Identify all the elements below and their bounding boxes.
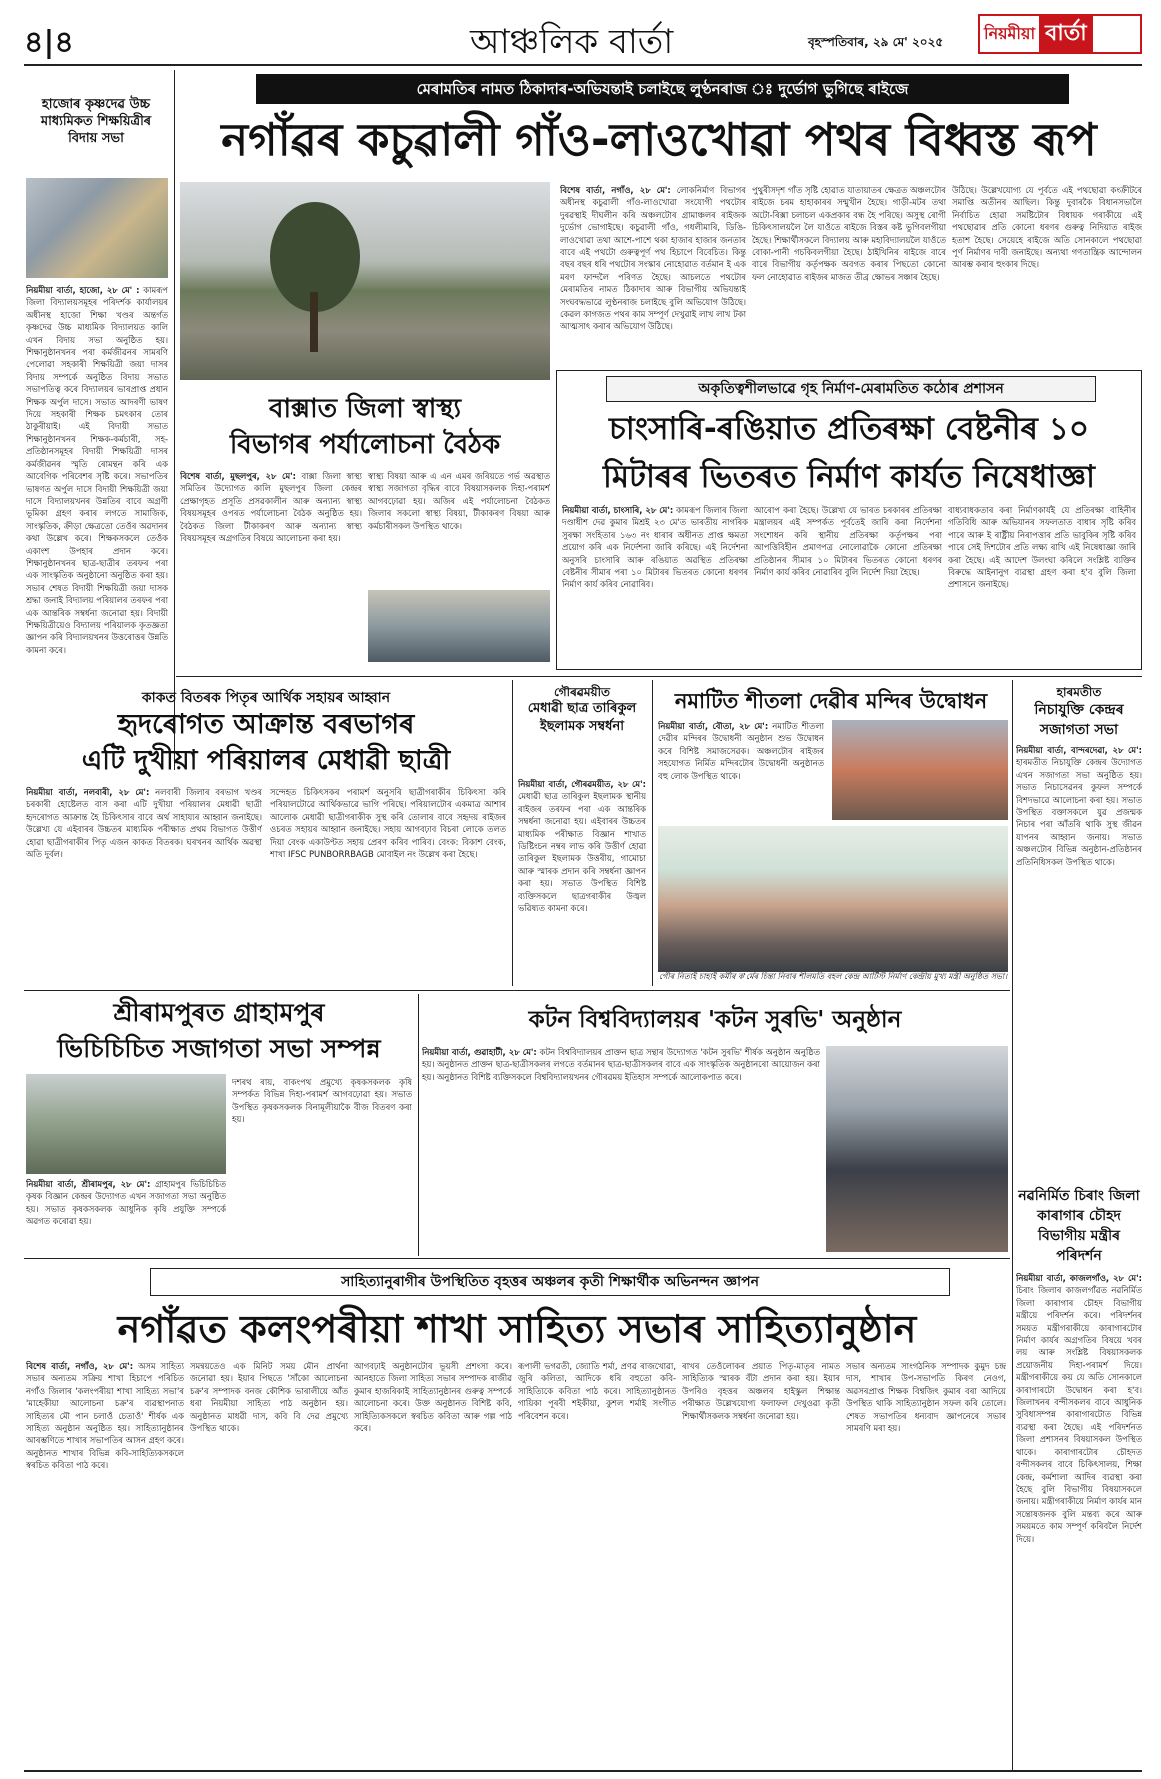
story2-dateline: নিয়মীয়া বাৰ্তা, চাংসাৰি, ২৮ মে': xyxy=(562,505,674,515)
masthead-logo-part1: নিয়মীয়া xyxy=(984,23,1036,43)
story11-col3: আগবঢ়াই অনুষ্ঠানটোৰ ভূয়সী প্ৰশংসা কৰে। আনহাতে জিলা সাহিত্য সভাৰ সম্পাদক ৰাজীৱ কুমাৰ হাজৰিকাই সাহিত্যানুষ্ঠানৰ গুৰুত্ব সম্পৰ্কে আলোচনা কৰে। উক্ত অনুষ্ঠানত বিশিষ্ট কবি, সাহিত্যিকসকলে স্বৰচিত কবিতা আৰু গল্প পাঠ কৰে। xyxy=(354,1361,512,1434)
story3-text-1: বাক্সা জিলা স্বাস্থ্য সমিতিৰ উদ্যোগত কালি মুছলপুৰ জিলা কেন্দ্ৰৰ প্ৰেক্ষাগৃহত প্ৰসূতি প্ৰসৱকালীন আৰু অন্যান্য স্বাস্থ্য বিষয়সমূহৰ ওপৰত পৰ্যালোচনা বৈঠক অনুষ্ঠিত হয়। বৈঠকত জিলা টীকাকৰণ আৰু অন্যান্য স্বাস্থ্য বিষয়সমূহৰ অগ্ৰগতিৰ বিষয়ে আলোচনা কৰা হয়। xyxy=(180,471,362,544)
story6-headline: নমাটিত শীতলা দেৱীৰ মন্দিৰ উদ্বোধন xyxy=(674,689,988,713)
mid-rule-2 xyxy=(24,990,1010,991)
story7-kicker: হাৰমতীত xyxy=(1056,685,1102,699)
story9-headline: কটন বিশ্ববিদ্যালয়ৰ 'কটন সুৰভি' অনুষ্ঠান xyxy=(528,1007,902,1033)
story9-text: কটন বিশ্ববিদ্যালয়ৰ প্ৰাক্তন ছাত্ৰ সন্থাৰ উদ্যোগত 'কটন সুৰভি' শীৰ্ষক অনুষ্ঠান অনুষ্ঠিত হয়। অনুষ্ঠানত প্ৰাক্তন ছাত্ৰ-ছাত্ৰীসকলৰ লগতে বৰ্তমানৰ ছাত্ৰ-ছাত্ৰীসকলৰ বাবে এক সাংস্কৃতিক অনুষ্ঠানৰো আয়োজন কৰা হয়। অনুষ্ঠানত বিশিষ্ট ব্যক্তিসকলে বিশ্ববিদ্যালয়খনৰ গৌৰৱময় ইতিহাস সম্পৰ্কে আলোকপাত কৰে। xyxy=(422,1047,820,1082)
story4-headline-2: এটি দুখীয়া পৰিয়ালৰ মেধাৱী ছাত্ৰী xyxy=(81,745,451,776)
left-story-headline: হাজোৰ কৃষ্ণদেৱ উচ্চ মাধ্যমিকত শিক্ষয়িত্ৰীৰ বিদায় সভা xyxy=(40,97,152,146)
story5-kicker: গৌৰৱময়ীত xyxy=(553,685,611,699)
story2-text-1: কামৰূপ জিলাৰ জিলা দণ্ডাধীশ দেৱ কুমাৰ মিশ্ৰই ২৩ মে'ত ভাৰতীয় নাগৰিক সুৰক্ষা সংহিতাৰ ১৬৩ নং ধাৰাৰ অধীনত প্ৰাপ্ত ক্ষমতা প্ৰয়োগ কৰি এক নিৰ্দেশনা জাৰি কৰিছে। এই নিৰ্দেশনা অনুসৰি চাংসাৰি আৰু ৰঙিয়াত অৱস্থিত প্ৰতিৰক্ষা বেষ্টনীৰ সীমাৰ পৰা ১০ মিটাৰৰ ভিতৰত কোনো ধৰণৰ নিৰ্মাণ কাৰ্য কৰিব নোৱাৰিব। xyxy=(562,505,748,590)
story3-col2: স্বাস্থ্য বিষয়া আৰু এ এন এমৰ জৰিয়তে গৰ্ভ অৱস্থাত স্বাস্থ্য সজাগতা বৃদ্ধিৰ বাবে বিষয়াসকলক দিহা-পৰামৰ্শ আগবঢ়োৱা হয়। অজিৰ এই পৰ্যালোচনা বৈঠকত জিলাৰ সকলো স্বাস্থ্য বিষয়া, টীকাকৰণ বিষয়া আৰু কৰ্মচাৰীসকল উপস্থিত থাকে। xyxy=(368,471,550,531)
mid-rule-1 xyxy=(176,676,1142,677)
road-photo xyxy=(180,182,550,380)
story11-col5: ৰাখৰ তেওঁলোকৰ প্ৰয়াত পিতৃ-মাতৃৰ নামত সাহিত্যিক স্মাৰক বঁটা প্ৰদান কৰা হয়। ইয়াৰ উপৰিও বৃহত্তৰ অঞ্চলৰ হাইস্কুল শিক্ষান্ত পৰীক্ষাত উল্লেখযোগ্য ফলাফল দেখুওৱা কৃতী শিক্ষাৰ্থীসকলক সম্বৰ্ধনা জনোৱা হয়। xyxy=(682,1361,840,1421)
story5-text: মেধাৱী ছাত্ৰ তাৰিকুল ইছলামক স্থানীয় ৰাইজৰ তৰফৰ পৰা এক আন্তৰিক সম্বৰ্ধনা জনোৱা হয়। এইবাৰৰ উচ্চতৰ মাধ্যমিক পৰীক্ষাত বিজ্ঞান শাখাত ডিষ্টিংচন নম্বৰ লাভ কৰি উত্তীৰ্ণ হোৱা তাৰিকুল ইছলামক উত্তৰীয়, গামোচা আৰু স্মাৰক প্ৰদান কৰি সম্বৰ্ধনা জ্ঞাপন কৰা হয়। সভাত উপস্থিত বিশিষ্ট ব্যক্তিসকলে ছাত্ৰগৰাকীৰ উজ্বল ভৱিষ্যত কামনা কৰে। xyxy=(518,791,646,914)
story4-text-1: নলবাৰী জিলাৰ বৰভাগ খণ্ডৰ চৰকাৰী হোষ্টেলত বাস কৰা এটি দুখীয়া পৰিয়ালৰ মেধাৱী ছাত্ৰী হৃদৰোগত আক্ৰান্ত হৈ চিকিৎসাৰ বাবে অৰ্থ সাহায্যৰ আহ্বান জনাইছে। উল্লেখ্য যে এইবাৰৰ উচ্চতৰ মাধ্যমিক পৰীক্ষাত প্ৰথম বিভাগত উত্তীৰ্ণ হোৱা ছাত্ৰীগৰাকীৰ পিতৃ এজন কাকত বিতৰক। ঘৰখনৰ আৰ্থিক অৱস্থা অতি দুৰ্বল। xyxy=(26,787,262,860)
story10-body xyxy=(1016,1272,1142,1766)
story6-text: নমাটিত শীতলা দেৱীৰ মন্দিৰৰ উদ্বোধনী অনুষ্ঠান শুভ উদ্বোধন কৰে বিশিষ্ট সমাজসেৱক। অঞ্চলটোৰ ৰাইজৰ সহযোগত নিৰ্মিত মন্দিৰটোৰ উদ্বোধনী অনুষ্ঠানত বহু লোক উপস্থিত থাকে। xyxy=(658,721,824,781)
story4-dateline: নিয়মীয়া বাৰ্তা, নলবাৰী, ২৮ মে': xyxy=(26,787,150,797)
story5-body xyxy=(518,778,646,982)
story8-text-1: গ্ৰাহামপুৰ ভিচিচিচিত কৃষক বিজ্ঞান কেন্দ্ৰৰ উদ্যোগত এখন সজাগতা সভা অনুষ্ঠিত হয়। সভাত কৃষকসকলক আধুনিক কৃষি প্ৰযুক্তি সম্পৰ্কে অৱগত কৰোৱা হয়। xyxy=(26,1179,226,1227)
story1-col3: উঠিছে। উল্লেখযোগ্য যে পূৰ্বতে এই পথছোৱা কংক্ৰীটৰে সমাপ্তি অতীনৰ আছিল। কিন্তু দুবাৰকৈ বিধানসভালৈ নিৰ্বাচিত হোৱা সমষ্টিটোৰ বিধায়ক গৰাকীয়ে এই পথছোৱাৰ প্ৰতি কোনো ধৰণৰ গুৰুত্ব নিদিয়াত ৰাইজ হতাশ হৈছে। সেয়েহে ৰাইজে অতি সোনকালে পথছোৱা পূৰ্ণ নিৰ্মাণৰ দাবী জনাইছে। অন্যথা গণতান্ত্ৰিক আন্দোলন আৰম্ভ কৰাৰ হুংকাৰ দিছে। xyxy=(952,185,1142,270)
story6-photo-main xyxy=(658,826,1008,972)
story4-headline-1: হৃদৰোগত আক্ৰান্ত বৰভাগৰ xyxy=(117,709,415,740)
story11-dateline: বিশেষ বাৰ্তা, নগাঁও, ২৮ মে': xyxy=(26,1361,134,1371)
story8-headline-1: শ্ৰীৰামপুৰত গ্ৰাহামপুৰ xyxy=(113,998,325,1027)
story9-dateline: নিয়মীয়া বাৰ্তা, গুৱাহাটী, ২৮ মে': xyxy=(422,1047,537,1057)
story9-body xyxy=(422,1046,820,1252)
story11-text-1: অসম সাহিত্য সভাৰ অন্যতম সক্ৰিয় শাখা হিচাপে পৰিচিত নগাঁও জিলাৰ 'কলংপৰীয়া শাখা সাহিত্য সভা'ৰ 'মাহেকীয়া আলোচনা চক্ৰ'ৰ ব্যৱস্থাপনাত সাহিত্যৰ মৌ পান চলাওঁ চেতাওঁ' শীৰ্ষক এক সাহিত্য অনুষ্ঠান অনুষ্ঠিত হয়। সাহিত্যানুষ্ঠানৰ আৰম্ভণিতে শাখাৰ সভাপতিৰ আসন গ্ৰহণ কৰে। অনুষ্ঠানত শাখাৰ বিভিন্ন কবি-সাহিত্যিকসকলে স্বৰচিত কবিতা পাঠ কৰে। xyxy=(26,1361,184,1471)
page-number: ৪|৪ xyxy=(24,25,74,60)
story7-body xyxy=(1016,744,1142,1180)
left-column-divider xyxy=(174,70,175,770)
story10-headline: নৱনিৰ্মিত চিৰাং জিলা কাৰাগাৰ চৌহদ বিভাগীয় মন্ত্ৰীৰ পৰিদৰ্শন xyxy=(1018,1188,1140,1264)
story1-col2: পুথুৰীসদৃশ গাঁত সৃষ্টি হোৱাত যাতায়াতৰ ক্ষেত্ৰত অঞ্চলটোৰ ৰাইজে চৰম হাহাকাৰৰ সন্মুখীন হৈছে। গাড়ী-মটৰ তথা অটো-ৰিক্সা চলাচল একপ্ৰকাৰ বন্ধ হৈ পৰিছে। অসুস্থ ৰোগী চিকিৎসালয়লৈ লৈ যাওঁতে ৰাইজে বিস্তৰ কষ্ট ভুগিবলগীয়া হৈছে। শিক্ষাৰ্থীসকলে বিদ্যালয় আৰু মহাবিদ্যালয়লৈ যাওঁতে বোকা-পানী গচকিবলগীয়া হৈছে। ঠাইখিনিৰ ৰাইজে বাৰে বাৰে বিভাগীয় কৰ্তৃপক্ষক অবগত কৰাৰ পিছতো কোনো ফল নোহোৱাত ৰাইজৰ মাজত তীব্ৰ ক্ষোভৰ সঞ্চাৰ হৈছে। xyxy=(752,185,946,282)
story1-col1 xyxy=(560,184,746,366)
story9-photo xyxy=(826,1046,1008,1252)
col-divider-c xyxy=(1012,680,1013,1770)
story3-headline-1: বাক্সাত জিলা স্বাস্থ্য xyxy=(269,394,461,424)
story4-col1 xyxy=(26,786,262,972)
col-divider-d xyxy=(418,994,419,1256)
story2-headline-2: মিটাৰৰ ভিতৰত নিৰ্মাণ কাৰ্যত নিষেধাজ্ঞা xyxy=(602,459,1096,495)
story6-photo-top xyxy=(832,720,1008,820)
header-rule xyxy=(24,64,1142,66)
issue-date: বৃহস্পতিবাৰ, ২৯ মে' ২০২৫ xyxy=(808,35,944,49)
story2-banner: অকৃতিত্বশীলভাৱে গৃহ নিৰ্মাণ-মেৰামতিত কঠোৰ প্ৰশাসন xyxy=(606,376,1096,402)
story11-col6: সভাৰ অন্যতম সাংগঠনিক সম্পাদক কুমুদ চন্দ্ৰ দাস, শাখাৰ উপ-সভাপতি কিৰণ নেওগ, অৱসৰপ্ৰাপ্ত শিক্ষক বিশ্বজিৎ কুমাৰ বৰা আদিয়ে উপস্থিত থাকি সাহিত্যানুষ্ঠান সফল কৰি তোলে। শেষত সভাপতিৰ ধন্যবাদ জ্ঞাপনেৰে সভাৰ সামৰণি মৰা হয়। xyxy=(846,1361,1006,1434)
story3-dateline: বিশেষ বাৰ্তা, মুছলপুৰ, ২৮ মে': xyxy=(180,471,297,481)
story10-dateline: নিয়মীয়া বাৰ্তা, কাজলগাঁও, ২৮ মে': xyxy=(1016,1273,1142,1283)
story8-headline-2: ভিচিচিচিত সজাগতা সভা সম্পন্ন xyxy=(57,1034,381,1063)
story8-col1 xyxy=(26,1178,226,1252)
story6-body xyxy=(658,720,824,820)
story8-dateline: নিয়মীয়া বাৰ্তা, শ্ৰীৰামপুৰ, ২৮ মে': xyxy=(26,1179,151,1189)
story2-col3: বাধ্যবাধকতাৰ কৰা নিৰ্মাণকাৰ্যই যে প্ৰতিৰক্ষা বাহিনীৰ গতিবিধি আৰু অভিযানৰ সফলতাত বাধাৰ সৃষ্টি কৰিব পাৰে আৰু ই ৰাষ্ট্ৰীয় নিৰাপত্তাৰ প্ৰতি ভাবুকিৰ সৃষ্টি কৰিব পাৰে সেই দিশটোৰ প্ৰতি লক্ষ্য ৰাখি এই নিষেধাজ্ঞা জাৰি কৰা হৈছে। এই আদেশ উলংঘা কৰিলে সংশ্লিষ্ট ব্যক্তিৰ বিৰুদ্ধে আইনানুগ ব্যৱস্থা গ্ৰহণ কৰা হ'ব বুলি জিলা প্ৰশাসনে জনাইছে। xyxy=(948,505,1136,590)
story5-headline: মেধাৱী ছাত্ৰ তাৰিকুল ইছলামক সম্বৰ্ধনা xyxy=(527,701,637,734)
bottom-banner: সাহিত্যানুৰাগীৰ উপস্থিতিত বৃহত্তৰ অঞ্চলৰ কৃতী শিক্ষাৰ্থীক অভিনন্দন জ্ঞাপন xyxy=(150,1268,950,1296)
section-title: আঞ্চলিক বাৰ্তা xyxy=(470,22,674,62)
story11-col4: ৰূপালী ভগৱতী, জ্যোতি শৰ্মা, প্ৰণৱ ৰাজখোৱা, জুৰি কলিতা, আদিকে ধৰি বহুতো কবি-সাহিত্যিকে কবিতা পাঠ কৰে। সাহিত্যানুষ্ঠানত গায়িকা পূৰবী শইকীয়া, কুশল শৰ্মাই সংগীত পৰিবেশন কৰে। xyxy=(518,1361,676,1421)
main-headline: নগাঁৱৰ কচুৱালী গাঁও-লাওখোৱা পথৰ বিধ্বস্ত ৰূপ xyxy=(221,113,1097,166)
story6-dateline: নিয়মীয়া বাৰ্তা, বৌতা, ২৮ মে': xyxy=(658,721,769,731)
story8-photo xyxy=(26,1074,226,1174)
story1-dateline: বিশেষ বাৰ্তা, নগাঁও, ২৮ মে': xyxy=(560,185,671,195)
story3-headline-2: বিভাগৰ পৰ্যালোচনা বৈঠক xyxy=(229,430,501,460)
col-divider-b xyxy=(652,680,653,986)
col-divider-a xyxy=(512,680,513,986)
story3-col1 xyxy=(180,470,362,662)
story2-col2: আৰোপ কৰা হৈছে। উল্লেখ্য যে ভাৰত চৰকাৰৰ প্ৰতিৰক্ষা মন্ত্ৰালয়ৰ এই সম্পৰ্কত পূৰ্বতেই জাৰি কৰা নিৰ্দেশনা সংশোধন কৰি স্থানীয় প্ৰতিৰক্ষা কৰ্তৃপক্ষৰ পৰা আপত্তিবিহীন প্ৰমাণপত্ৰ নোলোৱাকৈ কোনো প্ৰতিৰক্ষা প্ৰতিষ্ঠানৰ সীমাৰ ১০ মিটাৰৰ ভিতৰত কোনো ধৰণৰ নিৰ্মাণ কাৰ্য কৰিব নোৱাৰিব বুলি নিৰ্দেশ দিয়া হৈছে। xyxy=(754,505,942,578)
story2-col1 xyxy=(562,504,748,664)
left-story-photo xyxy=(26,178,168,278)
story10-text: চিৰাং জিলাৰ কাজলগাঁৱত নৱনিৰ্মিত জিলা কাৰাগাৰ চৌহদ বিভাগীয় মন্ত্ৰীয়ে পৰিদৰ্শন কৰে। পৰিদৰ্শনৰ সময়ত মন্ত্ৰীগৰাকীয়ে কাৰাগাৰটোৰ নিৰ্মাণ কাৰ্যৰ অগ্ৰগতিৰ বিষয়ে খবৰ লয় আৰু সংশ্লিষ্ট বিষয়াসকলক প্ৰয়োজনীয় দিহা-পৰামৰ্শ দিয়ে। মন্ত্ৰীগৰাকীয়ে কয় যে অতি সোনকালে কাৰাগাৰটো উদ্বোধন কৰা হ'ব। জিলাখনৰ বন্দীসকলৰ বাবে আধুনিক সুবিধাসম্পন্ন কাৰাগাৰটোত বিভিন্ন ব্যৱস্থা কৰা হৈছে। এই পৰিদৰ্শনত জিলা প্ৰশাসনৰ বিষয়াসকল উপস্থিত থাকে। কাৰাগাৰটোৰ চৌহদত বন্দীসকলৰ বাবে চিকিৎসালয়, শিক্ষা কেন্দ্ৰ, কৰ্মশালা আদিৰ ব্যৱস্থা কৰা হৈছে বুলি বিভাগীয় বিষয়াসকলে জনায়। মন্ত্ৰীগৰাকীয়ে নিৰ্মাণ কাৰ্যৰ মান সন্তোষজনক বুলি মন্তব্য কৰে আৰু সময়মতে কাম সম্পূৰ্ণ কৰিবলৈ নিৰ্দেশ দিয়ে। xyxy=(1016,1285,1142,1544)
story8-col2: দশৰথ ৰায়, বাকংপথ প্ৰমুখ্যে কৃষকসকলক কৃষি সম্পৰ্কত বিভিন্ন দিহা-পৰামৰ্শ আগবঢ়োৱা হয়। সভাত উপস্থিত কৃষকসকলক বিনামূলীয়াকৈ বীজ বিতৰণ কৰা হয়। xyxy=(232,1077,412,1125)
story4-kicker: কাকত বিতৰক পিতৃৰ আৰ্থিক সহায়ৰ আহ্বান xyxy=(141,690,391,706)
top-banner: মেৰামতিৰ নামত ঠিকাদাৰ-অভিযন্তাই চলাইছে লুণ্ঠনৰাজ ঃ দুৰ্ভোগ ভুগিছে ৰাইজে xyxy=(256,74,1069,104)
story7-text: হাৰমতীত নিচাযুক্তি কেন্দ্ৰৰ উদ্যোগত এখন সজাগতা সভা অনুষ্ঠিত হয়। সভাত নিচাসেৱনৰ কুফল সম্পৰ্কে বিশদভাৱে আলোচনা কৰা হয়। সভাত উপস্থিত বক্তাসকলে যুৱ প্ৰজন্মক নিচাৰ পৰা আঁতৰি থাকি সুস্থ জীৱন যাপনৰ আহ্বান জনায়। সভাত অঞ্চলটোৰ বিভিন্ন অনুষ্ঠান-প্ৰতিষ্ঠানৰ প্ৰতিনিধিসকল উপস্থিত থাকে। xyxy=(1016,757,1142,867)
masthead-logo xyxy=(978,14,1142,54)
story2-headline-1: চাংসাৰি-ৰঙিয়াত প্ৰতিৰক্ষা বেষ্টনীৰ ১০ xyxy=(608,411,1089,447)
story4-col2: সন্দেহত চিকিৎসকৰ পৰামৰ্শ অনুসৰি ছাত্ৰীগৰাকীৰ চিকিৎসা কৰি পৰিয়ালটোৱে আৰ্থিকভাৱে ভাগি পৰিছে। পৰিয়ালটোৰ একমাত্ৰ আশাৰ আলোক মেধাৱী ছাত্ৰীগৰাকীক সুস্থ কৰি তোলাৰ বাবে সহৃদয় ৰাইজৰ ওচৰত সহায়ৰ আহ্বান জনাইছে। সহায় আগবঢ়াব বিচৰা লোকে তলত দিয়া বেংক একাউণ্টত সহায় প্ৰেৰণ কৰিব পাৰিব। বেংক: বিকাশ বেংক, শাখা IFSC PUNBORRBAGB মোবাইল নং উল্লেখ কৰা হৈছে। xyxy=(270,787,506,860)
story1-text-1: লোকনিৰ্মাণ বিভাগৰ অধীনস্থ কচুৱালী গাঁও-লাওখোৱা সংযোগী পথটোৰ দুৰৱস্থাই দীঘলীন কৰি অঞ্চলটোৰ গ্ৰামাঞ্চলৰ ৰাইজক দুৰ্ভোগ ভোগাইছে। কচুৱালী গাঁও, গধলীমাৰি, ডিঙি-লাওখোৱা তথা আশে-পাশে থকা হাজাৰ হাজাৰ জনতাৰ বাবে এই পথটো গুৰুত্বপূৰ্ণ পথ হিচাপে বিবেচিত। কিন্তু বছৰ বছৰ ধৰি পথটোৰ সংস্কাৰ নোহোৱাত বৰ্তমান ই এক মৰণ ফান্দলৈ পৰিণত হৈছে। আচলতে পথটোৰ মেৰামতিৰ নামত ঠিকাদাৰ আৰু বিভাগীয় অভিযন্তাই সংঘবদ্ধভাৱে লুণ্ঠনৰাজ চলাইছে বুলি অভিযোগ উঠিছে। কেৱল কাগজত পথৰ কাম সম্পূৰ্ণ দেখুৱাই লাখ লাখ টকা আত্মসাৎ কৰাৰ অভিযোগ উঠিছে। xyxy=(560,185,746,332)
footer-rule xyxy=(24,1770,1142,1772)
mid-rule-3 xyxy=(24,1258,1010,1259)
bottom-headline: নগাঁৱত কলংপৰীয়া শাখা সাহিত্য সভাৰ সাহিত্যানুষ্ঠান xyxy=(117,1307,917,1351)
masthead-logo-part2: বাৰ্তা xyxy=(1039,16,1093,52)
story11-col2: সমন্বয়তেও এক মিনিট সময় মৌন প্ৰাৰ্থনা জনোৱা হয়। ইয়াৰ পিছতে 'সাঁকো আলোচনা চক্ৰ'ৰ সম্পাদক বনজ কৌশিক ভাৰালীয়ে আঁত ধৰা নিয়মীয়া সাহিত্য পাঠ অনুষ্ঠান হয়। অনুষ্ঠানত মাধৱী দাস, কবি বি দেৱ প্ৰমুখ্যে উপস্থিত থাকে। xyxy=(190,1361,348,1434)
story7-dateline: নিয়মীয়া বাৰ্তা, বান্দৰদেৱা, ২৮ মে': xyxy=(1016,745,1142,755)
story11-col1 xyxy=(26,1360,184,1764)
left-story-text: কামৰূপ জিলা বিদ্যালয়সমূহৰ পৰিদৰ্শক কাৰ্যালয়ৰ অধীনস্থ হাজো শিক্ষা খণ্ডৰ অন্তৰ্গত কৃষ্ণদেৱ উচ্চ মাধ্যমিক বিদ্যালয়ত কালি এখন বিদায় সভা অনুষ্ঠিত হয়। শিক্ষানুষ্ঠানখনৰ পৰা কৰ্মজীৱনৰ সামৰণি পেলোৱা সহকাৰী শিক্ষয়িত্ৰী জয়া দাসৰ বিদায় সম্পৰ্কে অনুষ্ঠিত বিদায় সভাত সভাপতিত্ব কৰে বিদ্যালয়ৰ ভাৰপ্ৰাপ্ত প্ৰধান শিক্ষক অৰ্পুল দাসে। সভাত আদৰণী ভাষণ দিয়ে সহকাৰী শিক্ষক চমৎকাৰ তোৰ ঠাকুৰীয়াই। এই বিদায়ী সভাত শিক্ষানুষ্ঠানখনৰ শিক্ষক-কৰ্মচাৰী, সহ-প্ৰতিষ্ঠানসমূহৰ বিদায়ী শিক্ষয়িত্ৰী দাসৰ কৰ্মজীৱনৰ স্মৃতি ৰোমন্থন কৰি এক আবেগিক পৰিবেশৰ সৃষ্টি কৰে। সভাপতিৰ ভাষণত অৰ্পুল দাসে বিদায়ী শিক্ষয়িত্ৰী জয়া দাসে বিদ্যালয়খনৰ উন্নতিৰ বাবে অগ্ৰণী ভূমিকা গ্ৰহণ কৰাৰ লগতে সামাজিক, সাংস্কৃতিক, ক্ৰীড়া ক্ষেত্ৰতো তেওঁৰ অৱদানৰ কথা উল্লেখ কৰে। শিক্ষকসকলে তেওঁক একাংশ উপহাৰ প্ৰদান কৰে। শিক্ষানুষ্ঠানখনৰ ছাত্ৰ-ছাত্ৰীৰ তৰফৰ পৰা এক সাংস্কৃতিক অনুষ্ঠানো অনুষ্ঠিত কৰা হয়। সভাৰ শেষত বিদায়ী শিক্ষয়িত্ৰী জয়া দাসক শ্ৰদ্ধা জনাই বিদ্যালয় পৰিয়ালৰ তৰফৰ পৰা এক আন্তৰিক সম্বৰ্ধনা জনোৱা হয়। বিদায়ী শিক্ষয়িত্ৰীয়েও বিদ্যালয় পৰিয়ালক কৃতজ্ঞতা জ্ঞাপন কৰি বিদ্যালয়খনৰ উত্তৰোত্তৰ উন্নতি কামনা কৰে। xyxy=(26,285,168,655)
story5-dateline: নিয়মীয়া বাৰ্তা, গৌৰৱময়ীত, ২৮ মে': xyxy=(518,779,646,789)
story7-headline: নিচাযুক্তি কেন্দ্ৰৰ সজাগতা সভা xyxy=(1034,702,1124,738)
story3-photo xyxy=(368,590,550,662)
left-story-dateline: নিয়মীয়া বাৰ্তা, হাজো, ২৮ মে' : xyxy=(26,285,140,295)
story6-caption: গৌৰ নিতাই চাহাই কৰ্মীৰ ক'ৰ্মেৰ চিন্তা নিবাৰ শীলমতি বহল কেন্দ্ৰ আৰ্টিস্ট নিৰ্মাণ কেন্দ্ৰীয় মুখ্য মন্ত্ৰী অনুষ্ঠিত সভা। xyxy=(658,972,1008,981)
